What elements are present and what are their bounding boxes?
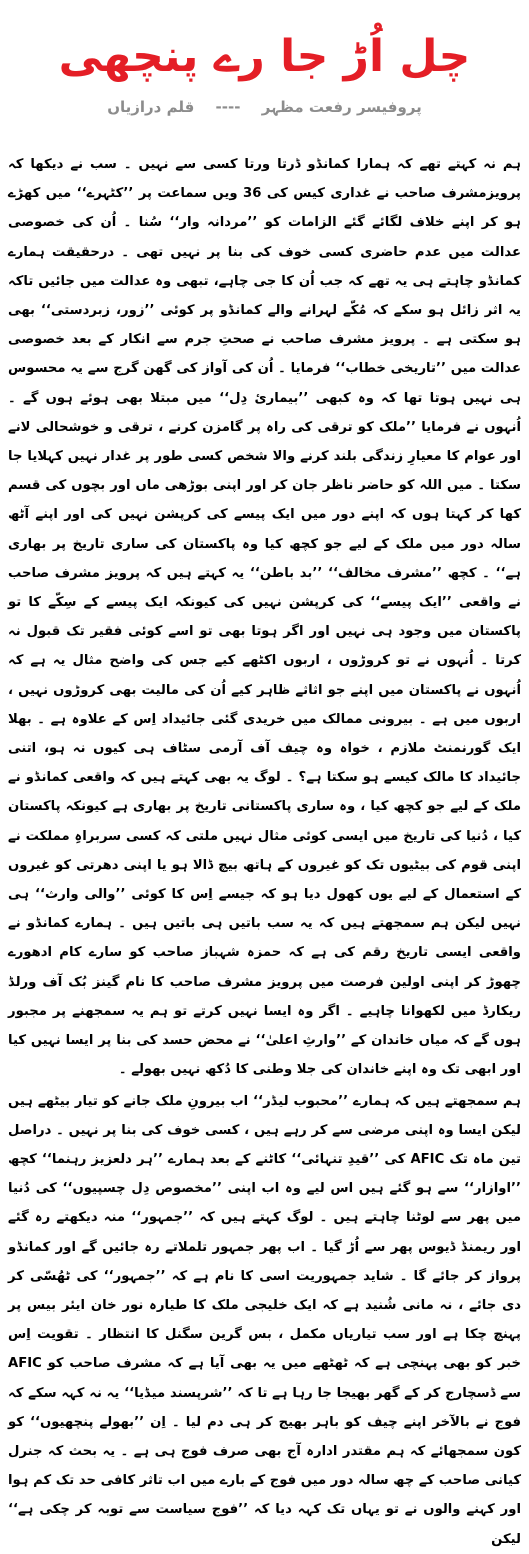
article-body (8, 150, 521, 1547)
article-paragraph: ہم سمجھتے ہیں کہ ہمارے ’’محبوب لیڈر‘‘ اب بیرونِ ملک جانے کو تیار بیٹھے ہیں لیکن ایسا وہ اپنی مرضی سے کر رہے ہیں ، کسی خوف کی بنا پر نہیں ۔ دراصل تین ماہ تک AFIC کی ’’قیدِ تنہائی‘‘ کاٹنے کے بعد ہمارے ’’ہر دلعزیز رہنما‘‘ کچھ ’’اوازار‘‘ سے ہو گئے ہیں اس لیے وہ اب اپنی ’’مخصوص دِل چسپیوں‘‘ کی دُنیا میں پھر سے لوٹنا چاہتے ہیں ۔ لوگ کہتے ہیں کہ ’’جمہور‘‘ منہ دیکھتے رہ گئے اور ریمنڈ ڈیوس پھر سے اُڑ گیا ۔ اب پھر جمہور تلملاتے رہ جائیں گے اور کمانڈو پرواز کر جائے گا ۔ شاید جمہوریت اسی کا نام ہے کہ ’’جمہور‘‘ کی ٹھُسّی کر دی جائے ، نہ مانی شُنید ہے کہ ایک خلیجی ملک کا طیارہ نور خان ایئر بیس پر پہنچ چکا ہے اور سب تیاریاں مکمل ، بس گرین سگنل کا انتظار ۔ تقویت اِس خبر کو بھی پہنچی ہے کہ ٹھٹھے میں یہ بھی آیا ہے کہ مشرف صاحب کو AFIC سے ڈسچارج کر کے گھر بھیجا جا رہا ہے تا کہ ’’شرپسند میڈیا‘‘ یہ نہ کہہ سکے کہ فوج نے بالآخر اپنے چیف کو باہر بھیج کر ہی دم لیا ۔ اِن ’’بھولے پنچھیوں‘‘ کو کون سمجھائے کہ ہم مقتدر ادارہ آج بھی صرف فوج ہی ہے ۔ یہ بحث کہ جنرل کیانی صاحب کے چھ سالہ دور میں فوج کے بارے میں اب تاثر کافی حد تک کم ہوا اور کہنے والوں نے تو یہاں تک کہہ دیا کہ ’’فوج سیاست سے توبہ کر چکی ہے‘‘ لیکن (8, 1093, 521, 1547)
byline-separator: ---- (215, 98, 241, 116)
author-name: پروفیسر رفعت مظہر (261, 98, 422, 116)
byline (0, 94, 529, 120)
column-name: قلم درازیاں (107, 98, 195, 116)
article-title: چل اُڑ جا رے پنچھی (58, 31, 471, 82)
article-paragraph: ہم نہ کہتے تھے کہ ہمارا کمانڈو ڈرتا ورتا کسی سے نہیں ۔ سب نے دیکھا کہ پرویزمشرف صاحب نے غداری کیس کی 36 ویں سماعت پر ’’کٹہرے‘‘ میں کھڑے ہو کر اپنے خلاف لگائے گئے الزامات کو ’’مردانہ وار‘‘ سُنا ۔ اُن کی خصوصی عدالت میں عدم حاضری کسی خوف کی بنا پر نہیں تھی ۔ درحقیقت ہمارے کمانڈو چاہتے ہی یہ تھے کہ جب اُن کا جی چاہے، تبھی وہ عدالت میں جائیں تاکہ یہ اثر زائل ہو سکے کہ مُکّے لہرانے والے کمانڈو پر کوئی ’’زور، زبردستی‘‘ بھی ہو سکتی ہے ۔ پرویز مشرف صاحب نے صحتِ جرم سے انکار کے بعد خصوصی عدالت میں ’’تاریخی خطاب‘‘ فرمایا ۔ اُن کی آواز کی گھن گرج سے یہ محسوس ہی نہیں ہوتا تھا کہ وہ کبھی ’’بیماریٔ دِل‘‘ میں مبتلا بھی ہوئے ہوں گے ۔ اُنہوں نے فرمایا ’’ملک کو ترقی کی راہ پر گامزن کرنے ، ترقی و خوشحالی لانے اور عوام کا معیارِ زندگی بلند کرنے والا شخص کسی طور پر غدار نہیں کہلایا جا سکتا ۔ میں اللہ کو حاضر ناظر جان کر اور اپنی بوڑھی ماں اور بچوں کی قسم کھا کر کہتا ہوں کہ اپنے دور میں ایک پیسے کی کرپشن نہیں کی اور اپنے آٹھ سالہ دور میں ملک کے لیے جو کچھ کیا وہ پاکستان کی ساری تاریخ پر بھاری ہے‘‘ ۔ کچھ ’’مشرف مخالف‘‘ ’’بد باطن‘‘ یہ کہتے ہیں کہ پرویز مشرف صاحب نے واقعی ’’ایک پیسے‘‘ کی کرپشن نہیں کی کیونکہ ایک پیسے کے سِکّے کا تو پاکستان میں وجود ہی نہیں اور اگر ہوتا بھی تو اسے کوئی فقیر تک قبول نہ کرتا ۔ اُنہوں نے تو کروڑوں ، اربوں اکٹھے کیے جس کی واضح مثال یہ ہے کہ اُنہوں نے پاکستان میں اپنے جو اثاثے ظاہر کیے اُن کی مالیت بھی کروڑوں نہیں ، اربوں میں ہے ۔ بیرونی ممالک میں خریدی گئی جائیداد اِس کے علاوہ ہے ۔ بھلا ایک گورنمنٹ ملازم ، خواہ وہ چیف آف آرمی سٹاف ہی کیوں نہ ہو، اتنی جائیداد کا مالک کیسے ہو سکتا ہے؟ ۔ لوگ یہ بھی کہتے ہیں کہ واقعی کمانڈو نے ملک کے لیے جو کچھ کیا ، وہ ساری پاکستانی تاریخ پر بھاری ہے کیونکہ پاکستان کیا ، دُنیا کی تاریخ میں ایسی کوئی مثال نہیں ملتی کہ کسی سربراہِ مملکت نے اپنی قوم کی بیٹیوں تک کو غیروں کے ہاتھ بیچ ڈالا ہو یا اپنی دھرتی کو غیروں کے استعمال کے لیے یوں کھول دیا ہو کہ جیسے اِس کا کوئی ’’والی وارث‘‘ ہی نہیں لیکن ہم سمجھتے ہیں کہ یہ سب باتیں ہی باتیں ہیں ۔ ہمارے کمانڈو نے واقعی ایسی تاریخ رقم کی ہے کہ حمزہ شہباز صاحب کو سارے کام ادھورے چھوڑ کر اپنی اولین فرصت میں پرویز مشرف صاحب کا نام گینز بُک آف ورلڈ ریکارڈ میں لکھوانا چاہیے ۔ اگر وہ ایسا نہیں کرتے تو ہم یہ سمجھنے پر مجبور ہوں گے کہ میاں خاندان کے ’’وارثِ اعلیٰ‘‘ نے محض حسد کی بنا پر ایسا نہیں کیا اور ابھی تک وہ اپنے خاندان کی جلا وطنی کا دُکھ نہیں بھولے ۔ (8, 157, 521, 1078)
